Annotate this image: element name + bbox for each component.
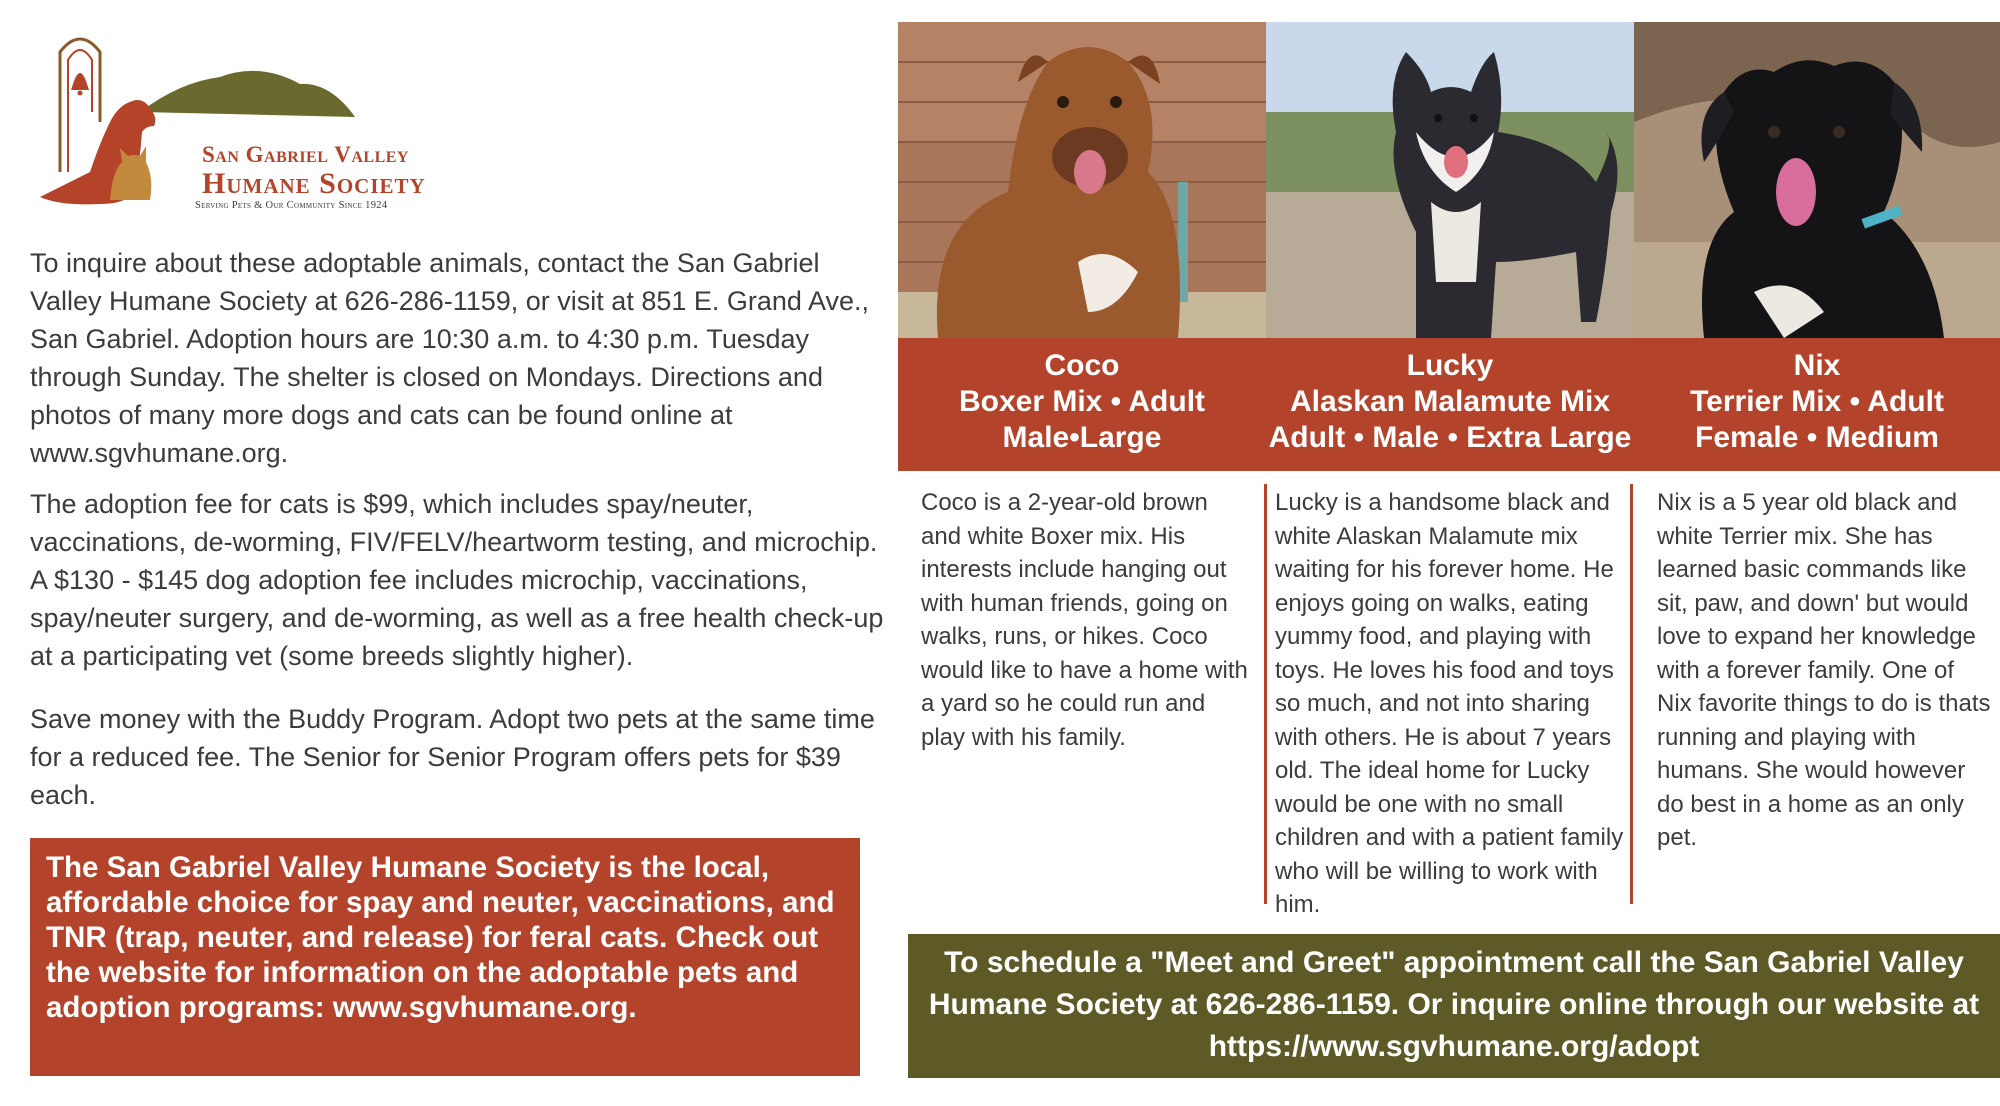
pet-name: Lucky <box>1406 349 1494 382</box>
pet-header-coco <box>898 348 1266 456</box>
column-divider <box>1264 484 1267 904</box>
pet-name-band <box>898 338 2000 471</box>
pet-breed-age: Terrier Mix • Adult <box>1690 385 1944 418</box>
intro-paragraph-fees: The adoption fee for cats is $99, which includes spay/neuter, vaccinations, de-worming, FIV/FELV/heartworm testing, and microchip. A $130 - $145 dog adoption fee includes microchip, vaccinations, spay/neuter surgery, and de-worming, as well as a free health check-up at a participating vet (some breeds slightly higher). <box>30 489 884 671</box>
pet-name: Coco <box>1044 349 1120 382</box>
pet-name: Nix <box>1793 349 1841 382</box>
pet-sex-size: Adult • Male • Extra Large <box>1268 421 1632 454</box>
lucky-photo <box>1266 22 1634 338</box>
intro-paragraph-contact: To inquire about these adoptable animals, contact the San Gabriel Valley Humane Society at 626-286-1159, or visit at 851 E. Grand Ave., San Gabriel. Adoption hours are 10:30 a.m. to 4:30 p.m. Tuesday through Sunday. The shelter is closed on Mondays. Directions and photos of many more dogs and cats can be found online at www.sgvhumane.org. <box>30 248 869 468</box>
pet-sex-size: Female • Medium <box>1695 421 1939 454</box>
pet-description-nix: Nix is a 5 year old black and white Terrier mix. She has learned basic commands like sit, paw, and down' but would love to expand her knowledge with a forever family. One of Nix favorite things to do is thats running and playing with humans. She would however do best in a home as an only pet. <box>1657 489 1991 851</box>
pet-sex-size: Male•Large <box>1002 421 1162 454</box>
pet-breed-age: Boxer Mix • Adult <box>958 385 1206 418</box>
pet-description-coco: Coco is a 2-year-old brown and white Boxer mix. His interests include hanging out with human friends, going on walks, runs, or hikes. Coco would like to have a home with a yard so he could run and play with his family. <box>921 489 1248 751</box>
services-callout: The San Gabriel Valley Humane Society is the local, affordable choice for spay and neuter, vaccinations, and TNR (trap, neuter, and release) for feral cats. Check out the website for information on the adoptable pets and adoption programs: www.sgvhumane.org. <box>30 838 860 1076</box>
logo <box>30 22 430 222</box>
nix-photo <box>1634 22 2000 338</box>
pet-description-lucky: Lucky is a handsome black and white Alaskan Malamute mix waiting for his forever home. He enjoys going on walks, eating yummy food, and playing with toys. He loves his food and toys so much, and not into sharing with others. He is about 7 years old. The ideal home for Lucky would be one with no small children and with a patient family who will be willing to work with him. <box>1275 489 1624 918</box>
logo-tagline: Serving Pets & Our Community Since 1924 <box>195 200 388 211</box>
column-divider <box>1630 484 1633 904</box>
coco-photo <box>898 22 1266 338</box>
logo-name-line2: Humane Society <box>202 167 426 200</box>
pet-breed-age: Alaskan Malamute Mix <box>1289 385 1611 418</box>
logo-name-line1: San Gabriel Valley <box>202 142 409 167</box>
pet-header-nix <box>1634 348 2000 456</box>
intro-paragraph-programs: Save money with the Buddy Program. Adopt two pets at the same time for a reduced fee. The Senior for Senior Program offers pets for $39 each. <box>30 704 875 810</box>
pet-header-lucky <box>1266 348 1634 456</box>
meet-and-greet-callout: To schedule a "Meet and Greet" appointment call the San Gabriel Valley Humane Society at 626-286-1159. Or inquire online through our website at https://www.sgvhumane.org/adopt <box>908 934 2000 1078</box>
